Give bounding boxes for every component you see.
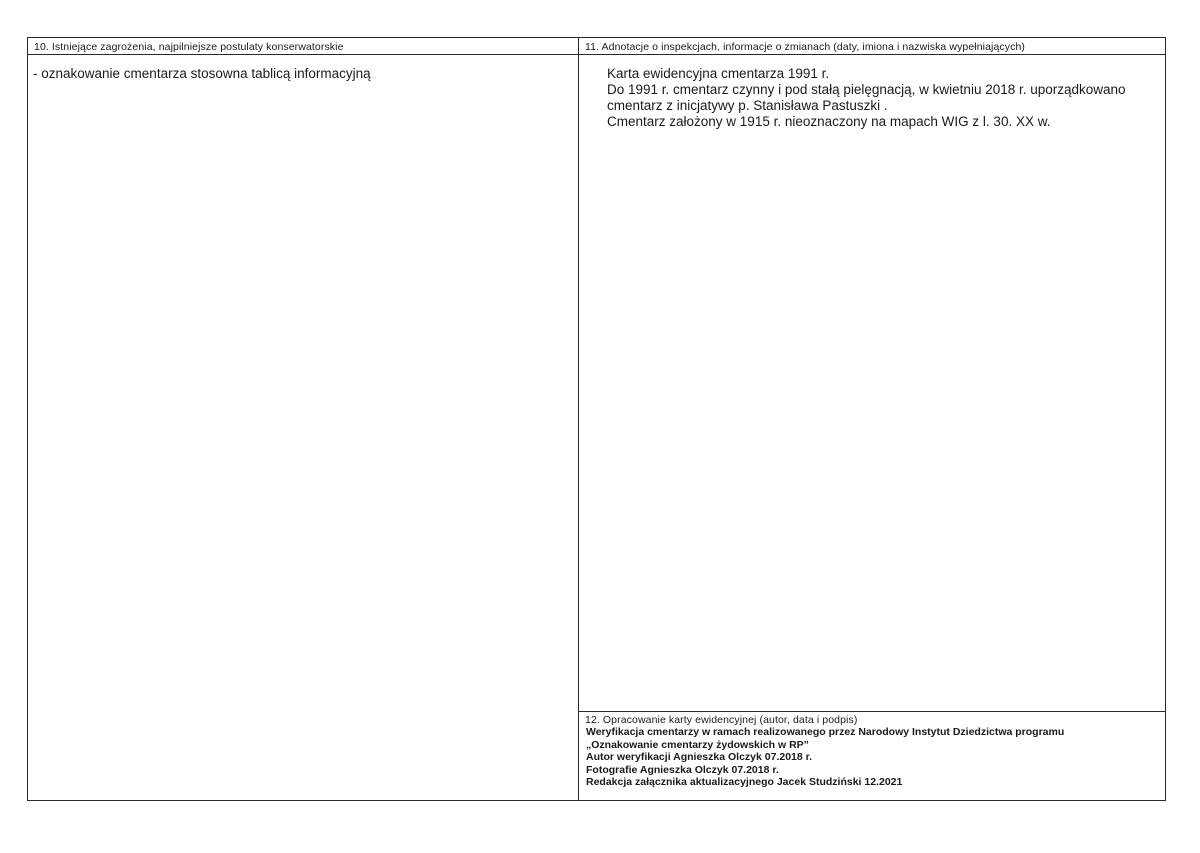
- section-11-header-line: [579, 54, 1165, 55]
- section-11-notes: [586, 66, 1160, 130]
- section-11-label: 11. Adnotacje o inspekcjach, informacje o zmianach (daty, imiona i nazwiska wypełniających): [585, 41, 1026, 53]
- section-12-line: Fotografie Agnieszka Olczyk 07.2018 r.: [586, 763, 779, 776]
- section-10-text: - oznakowanie cmentarza stosowna tablicą informacyjną: [33, 66, 371, 81]
- section-10-label: 10. Istniejące zagrożenia, najpilniejsze postulaty konserwatorskie: [34, 41, 344, 53]
- section-12-divider: [579, 711, 1165, 712]
- section-12-body: [586, 726, 1156, 789]
- section-12-line: Redakcja załącznika aktualizacyjnego Jacek Studziński 12.2021: [586, 776, 903, 788]
- section-11-paragraph: Karta ewidencyjna cmentarza 1991 r.: [607, 66, 830, 81]
- record-card-sheet: [27, 37, 1166, 801]
- section-12-line: Weryfikacja cmentarzy w ramach realizowanego przez Narodowy Instytut Dziedzictwa programu: [586, 726, 1065, 738]
- column-divider: [578, 38, 579, 800]
- section-11-paragraph: Do 1991 r. cmentarz czynny i pod stałą pielęgnacją, w kwietniu 2018 r. uporządkowano cmentarz z inicjatywy p. Stanisława Pastuszki .: [607, 82, 1126, 113]
- section-11-paragraph: Cmentarz założony w 1915 r. nieoznaczony na mapach WIG z l. 30. XX w.: [607, 114, 1051, 129]
- section-12-line: „Oznakowanie cmentarzy żydowskich w RP”: [586, 738, 809, 751]
- section-12-line: Autor weryfikacji Agnieszka Olczyk 07.2018 r.: [586, 751, 813, 763]
- section-12-label: 12. Opracowanie karty ewidencyjnej (autor, data i podpis): [585, 714, 858, 726]
- section-10-header-line: [28, 54, 578, 55]
